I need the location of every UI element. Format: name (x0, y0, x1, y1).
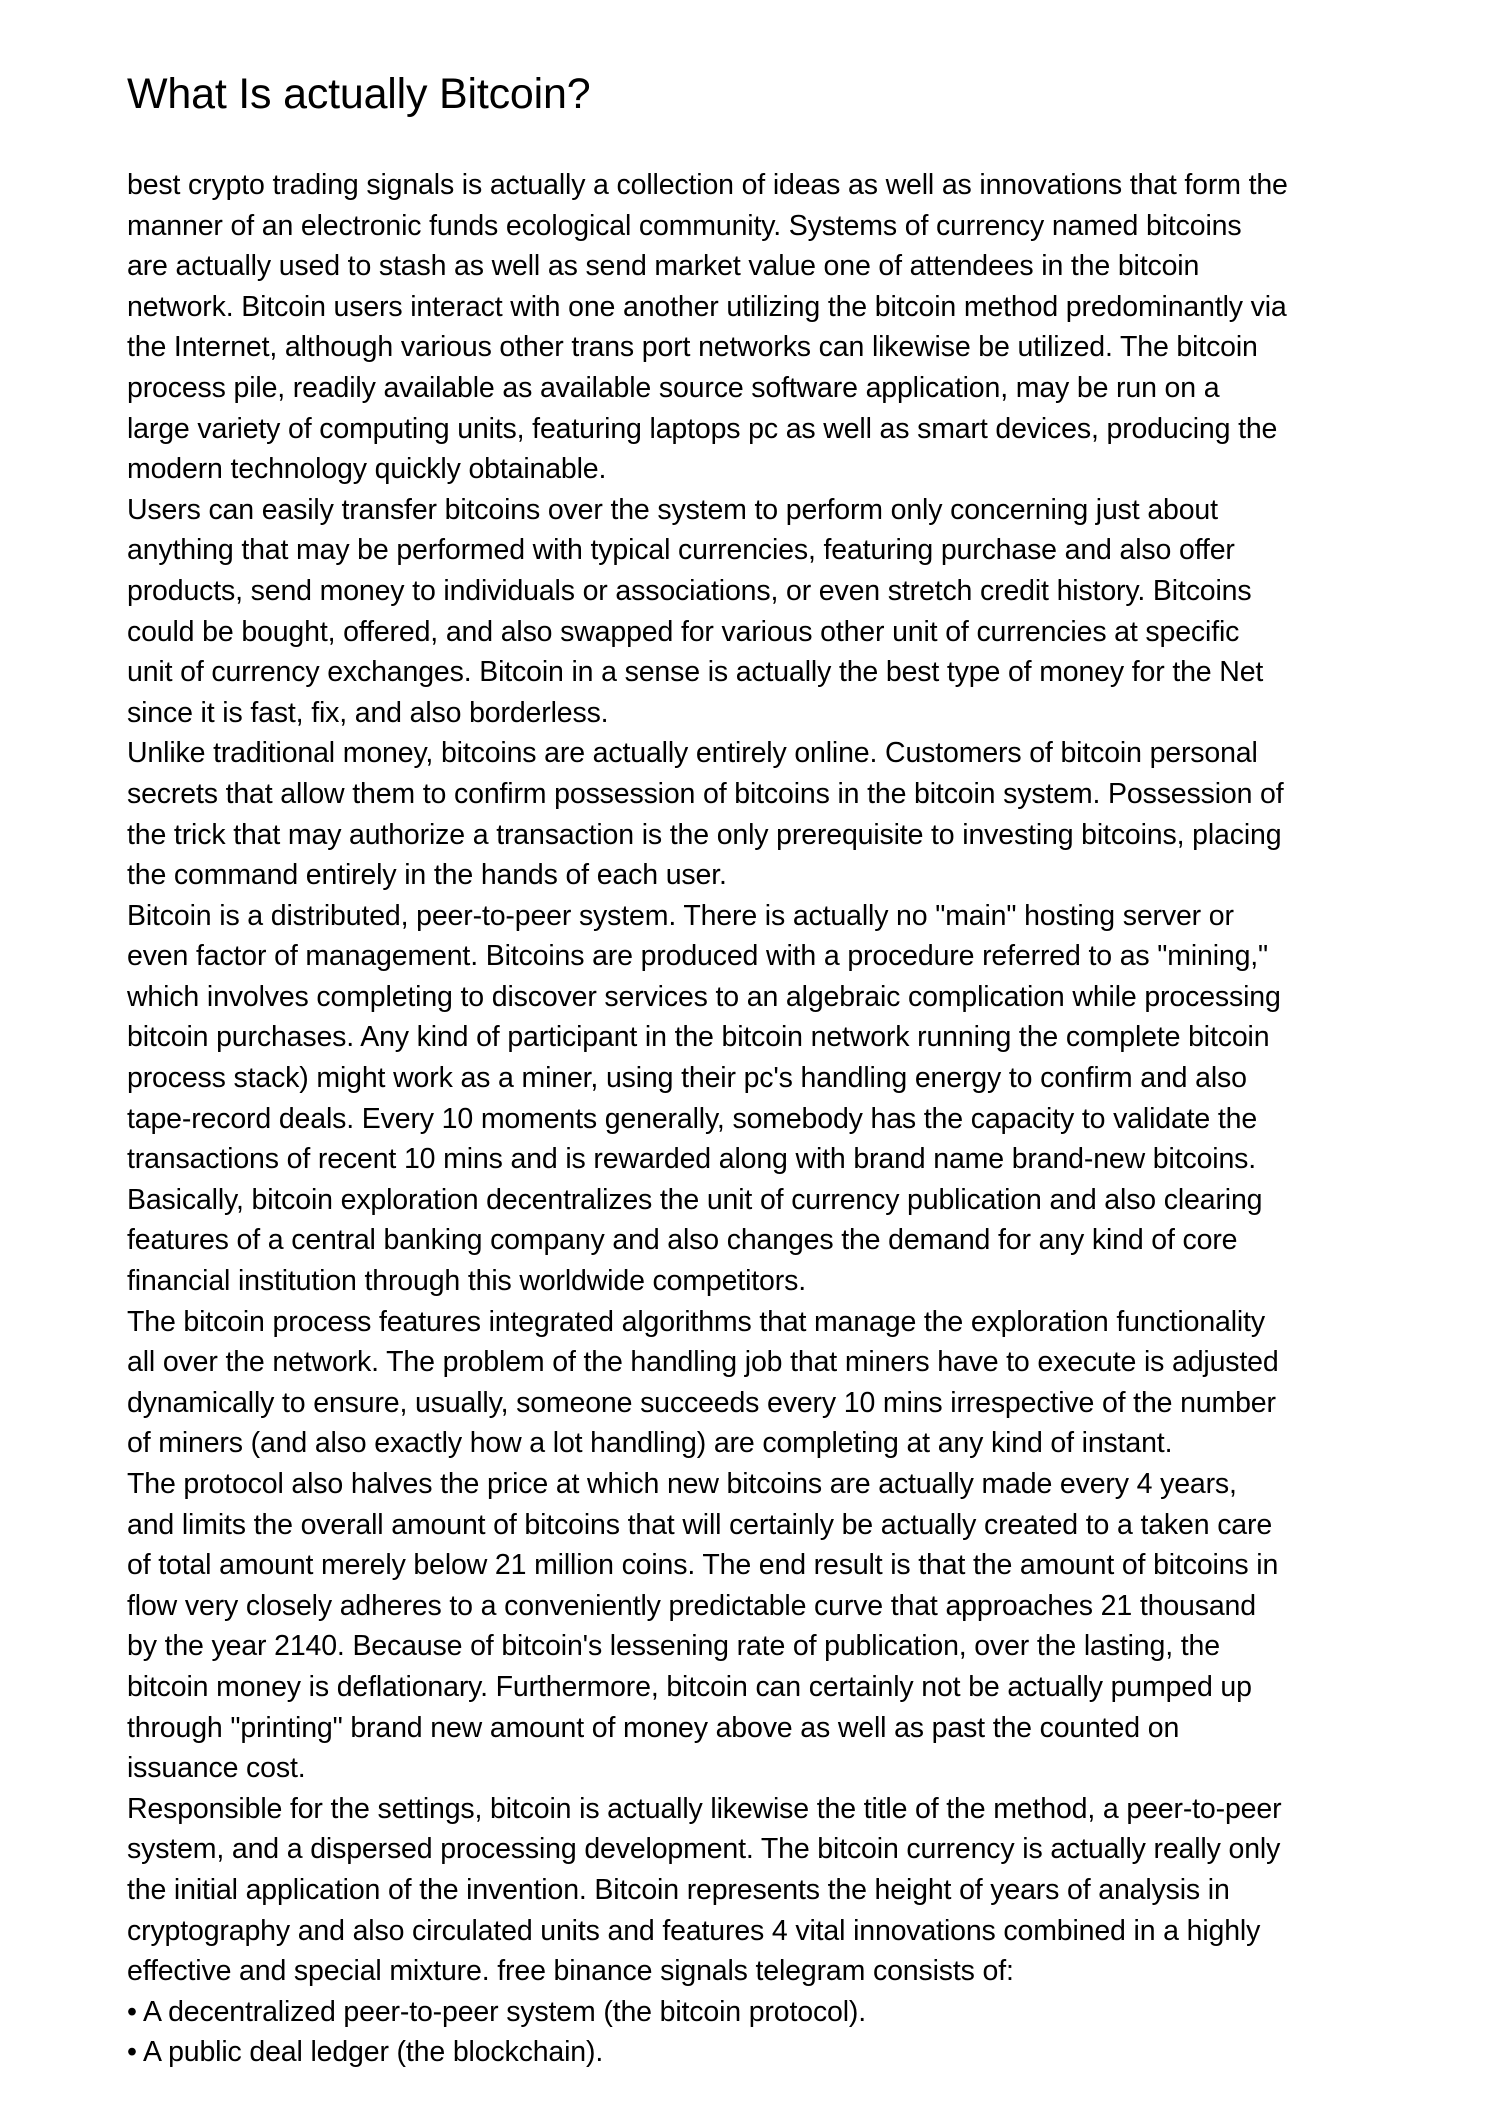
text-line: of total amount merely below 21 million coins. The end result is that the amount of bitcoins in (127, 1549, 1279, 1582)
text-line: the command entirely in the hands of each user. (127, 859, 727, 892)
text-line: bitcoin purchases. Any kind of participant in the bitcoin network running the complete bitcoin (127, 1021, 1270, 1054)
article-body (127, 165, 1427, 2073)
text-line: manner of an electronic funds ecological community. Systems of currency named bitcoins (127, 209, 1242, 242)
paragraph-protocol (127, 1464, 1427, 1789)
text-line: bitcoin money is deflationary. Furthermore, bitcoin can certainly not be actually pumped up (127, 1670, 1252, 1703)
text-line: secrets that allow them to confirm possession of bitcoins in the bitcoin system. Possession of (127, 777, 1284, 810)
text-line: Users can easily transfer bitcoins over the system to perform only concerning just about (127, 493, 1218, 526)
text-line: Unlike traditional money, bitcoins are actually entirely online. Customers of bitcoin personal (127, 737, 1258, 770)
text-line: the Internet, although various other trans port networks can likewise be utilized. The bitcoin (127, 331, 1258, 364)
paragraph-intro (127, 165, 1427, 490)
text-line: anything that may be performed with typical currencies, featuring purchase and also offer (127, 534, 1235, 567)
text-line: financial institution through this worldwide competitors. (127, 1265, 806, 1298)
text-line: even factor of management. Bitcoins are produced with a procedure referred to as "mining," (127, 940, 1269, 973)
text-line: which involves completing to discover services to an algebraic complication while processing (127, 980, 1281, 1013)
text-line: flow very closely adheres to a conveniently predictable curve that approaches 21 thousand (127, 1589, 1256, 1622)
text-line: dynamically to ensure, usually, someone succeeds every 10 mins irrespective of the number (127, 1386, 1276, 1419)
text-line: the trick that may authorize a transaction is the only prerequisite to investing bitcoins, placing (127, 818, 1282, 851)
text-line: Responsible for the settings, bitcoin is actually likewise the title of the method, a peer-to-peer (127, 1792, 1282, 1825)
text-line: process pile, readily available as available source software application, may be run on a (127, 371, 1220, 404)
text-line: and limits the overall amount of bitcoins that will certainly be actually created to a taken care (127, 1508, 1273, 1541)
text-line: Basically, bitcoin exploration decentralizes the unit of currency publication and also clearing (127, 1183, 1263, 1216)
text-line: best crypto trading signals is actually a collection of ideas as well as innovations that form the (127, 169, 1288, 201)
paragraph-transfers (127, 490, 1427, 734)
bullet-list (127, 1992, 1427, 2073)
text-line: process stack) might work as a miner, using their pc's handling energy to confirm and also (127, 1062, 1247, 1095)
paragraph-online (127, 733, 1427, 895)
bullet-item: • A public deal ledger (the blockchain). (127, 2036, 604, 2069)
text-line: The protocol also halves the price at which new bitcoins are actually made every 4 years, (127, 1468, 1237, 1500)
text-line: the initial application of the invention. Bitcoin represents the height of years of analysis in (127, 1873, 1230, 1906)
text-line: modern technology quickly obtainable. (127, 453, 607, 486)
text-line: large variety of computing units, featuring laptops pc as well as smart devices, producing the (127, 412, 1278, 445)
text-line: network. Bitcoin users interact with one another utilizing the bitcoin method predominantly via (127, 290, 1287, 323)
paragraph-algorithms (127, 1302, 1427, 1464)
text-line: transactions of recent 10 mins and is rewarded along with brand name brand-new bitcoins. (127, 1143, 1257, 1176)
bullet-item: • A decentralized peer-to-peer system (the bitcoin protocol). (127, 1995, 867, 2028)
text-line: tape-record deals. Every 10 moments generally, somebody has the capacity to validate the (127, 1102, 1258, 1135)
text-line: by the year 2140. Because of bitcoin's lessening rate of publication, over the lasting, the (127, 1630, 1220, 1663)
page-title: What Is actually Bitcoin? (127, 70, 591, 118)
paragraph-settings (127, 1789, 1427, 1992)
text-line: products, send money to individuals or associations, or even stretch credit history. Bitcoins (127, 574, 1252, 607)
text-line: The bitcoin process features integrated algorithms that manage the exploration functionality (127, 1305, 1265, 1338)
text-line: cryptography and also circulated units and features 4 vital innovations combined in a highly (127, 1914, 1261, 1947)
text-line: are actually used to stash as well as send market value one of attendees in the bitcoin (127, 250, 1200, 283)
text-line: issuance cost. (127, 1752, 306, 1785)
text-line: all over the network. The problem of the handling job that miners have to execute is adjusted (127, 1346, 1279, 1379)
text-line: system, and a dispersed processing development. The bitcoin currency is actually really only (127, 1833, 1281, 1866)
text-line: effective and special mixture. free binance signals telegram consists of: (127, 1955, 1014, 1988)
text-line: Bitcoin is a distributed, peer-to-peer system. There is actually no "main" hosting server or (127, 899, 1234, 932)
text-line: through "printing" brand new amount of money above as well as past the counted on (127, 1711, 1180, 1744)
text-line: unit of currency exchanges. Bitcoin in a sense is actually the best type of money for the Net (127, 656, 1264, 689)
text-line: since it is fast, fix, and also borderless. (127, 696, 609, 729)
text-line: of miners (and also exactly how a lot handling) are completing at any kind of instant. (127, 1427, 1173, 1460)
text-line: could be bought, offered, and also swapped for various other unit of currencies at specific (127, 615, 1240, 648)
paragraph-peer-to-peer (127, 896, 1427, 1302)
text-line: features of a central banking company and also changes the demand for any kind of core (127, 1224, 1238, 1257)
